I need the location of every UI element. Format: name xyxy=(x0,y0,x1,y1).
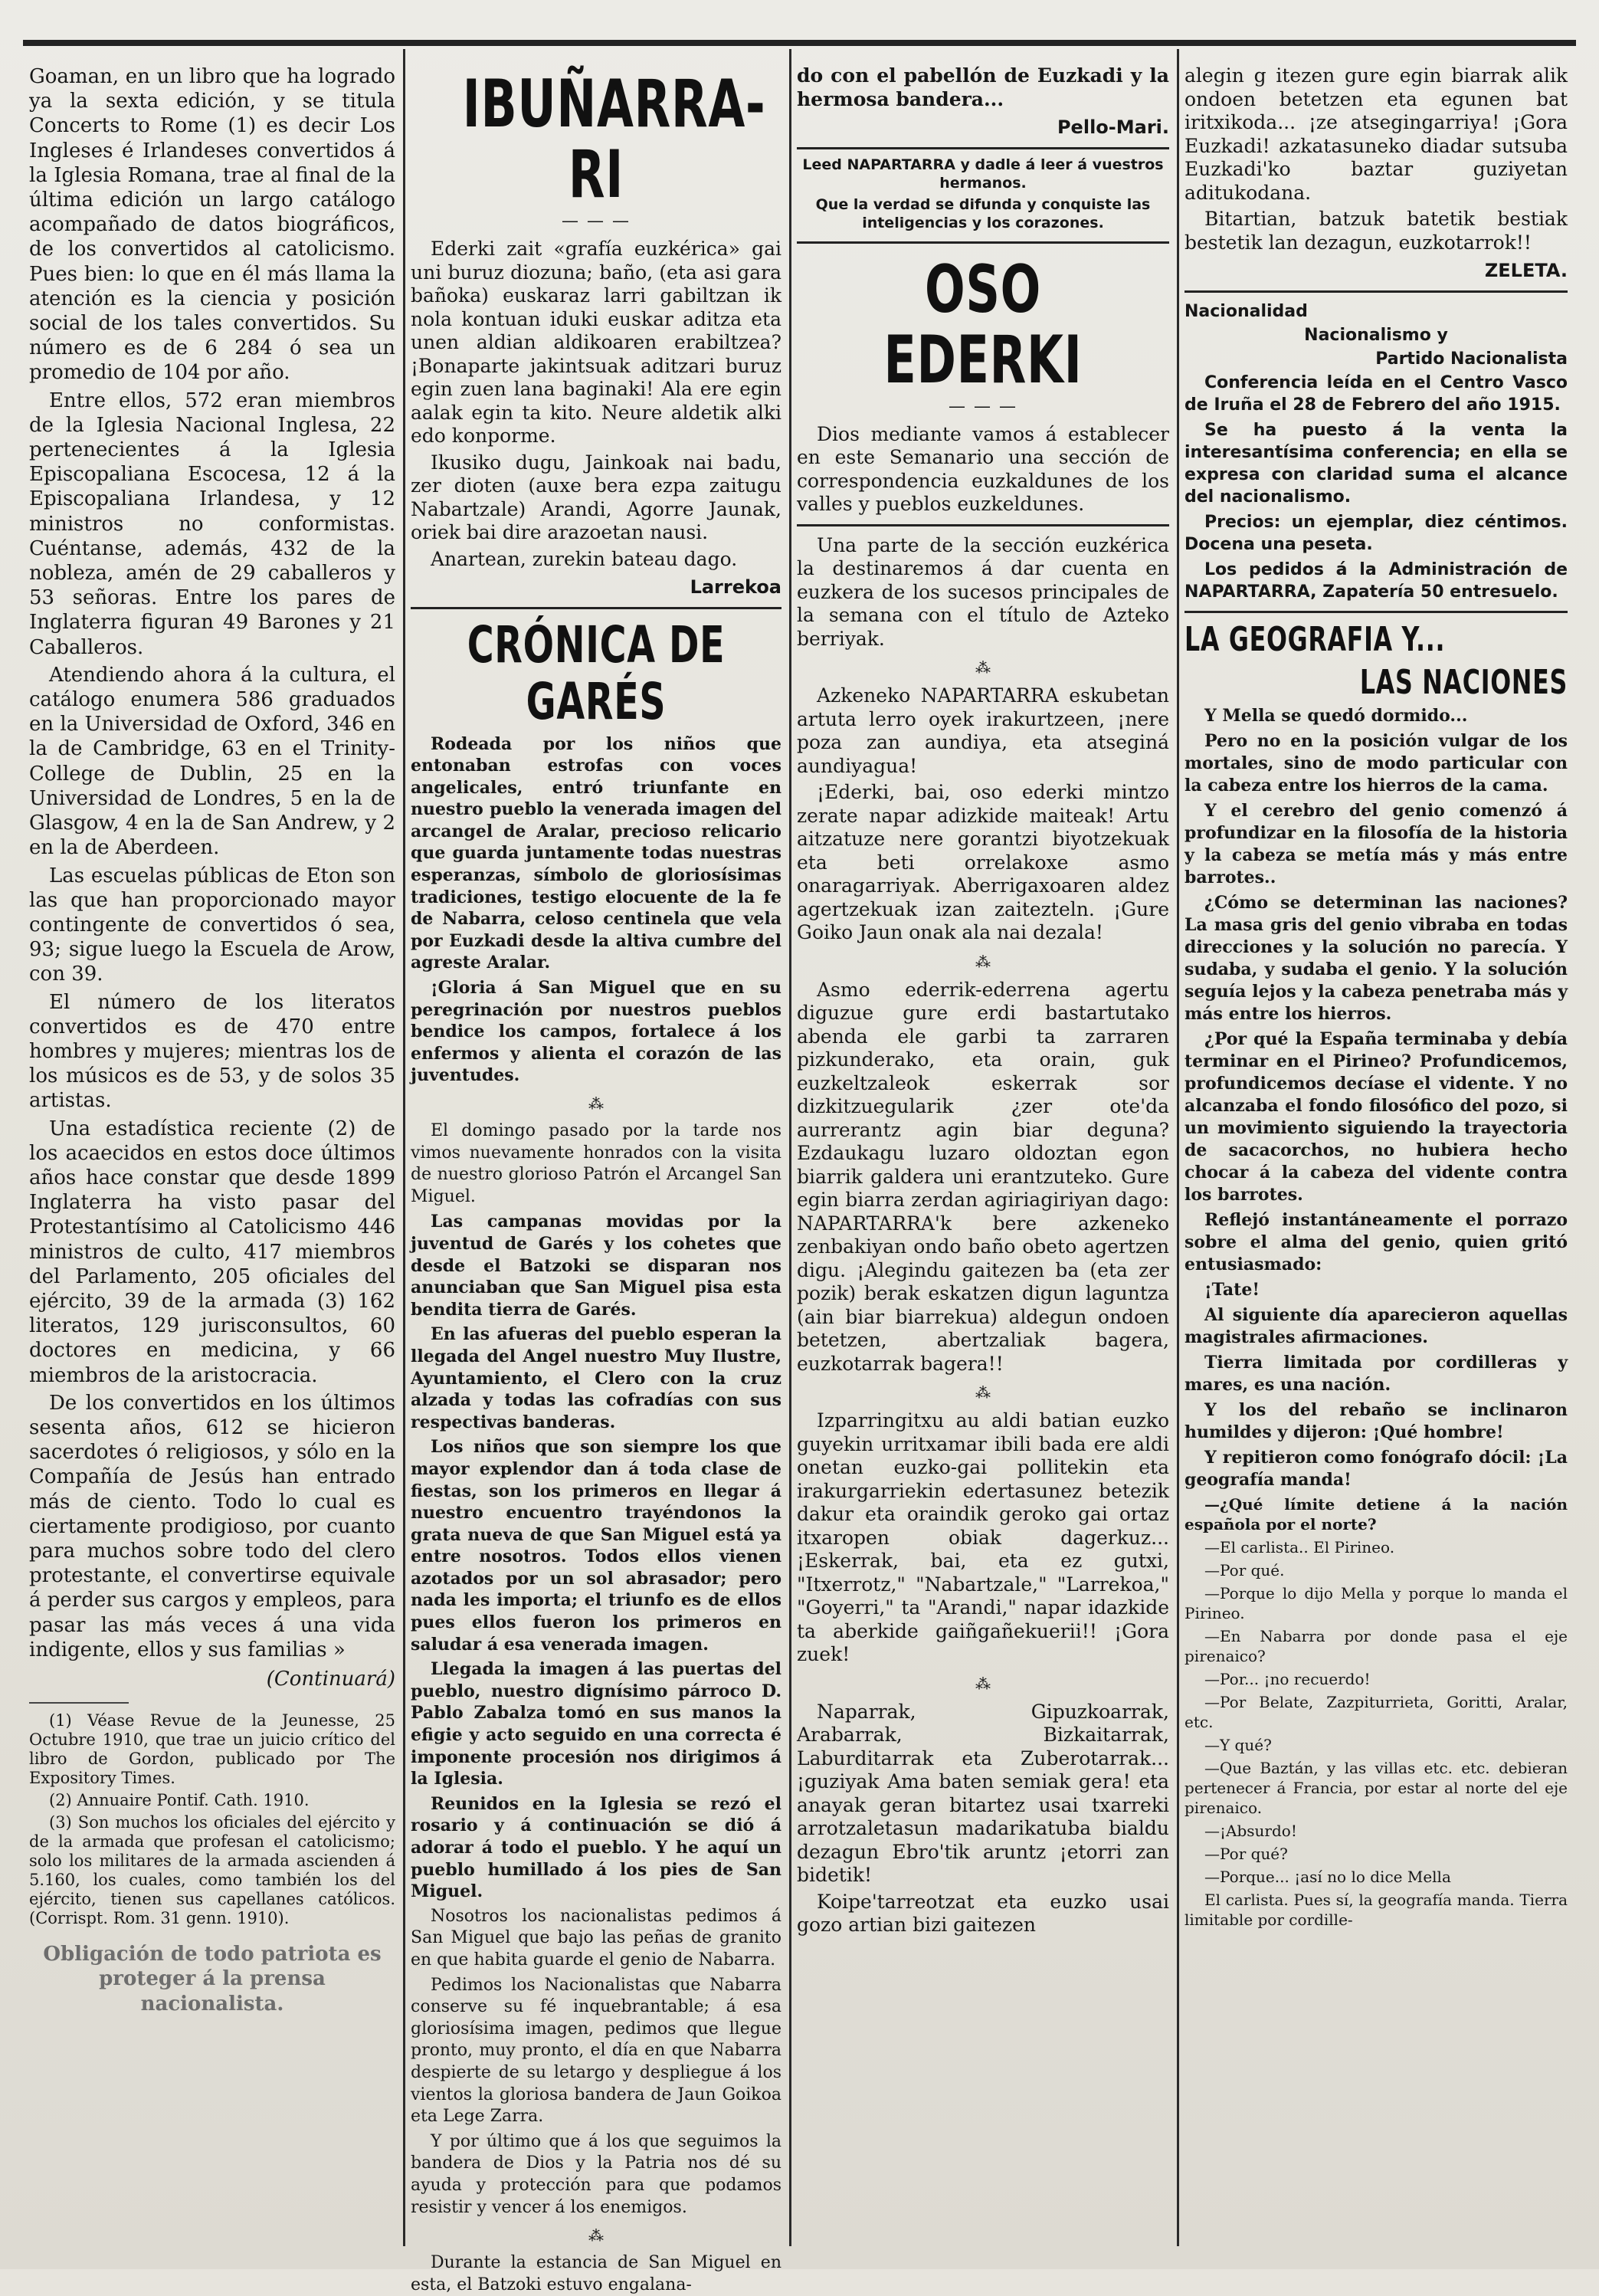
body-paragraph: Los niños que son siempre los que mayor explendor dan á toda clase de fiestas, son los primeros en llegar á nuestro encuentro trayéndonos la grata nueva de que San Miguel está ya entre nosotros. Todos ellos vienen azotados por un sol abrasador; pero nada les importa; el triunfo es de ellos pues ellos fueron los primeros en saludar á esa venerada imagen. xyxy=(411,1436,781,1655)
section-stars: ⁂ xyxy=(797,954,1169,969)
dialogue-line: —Por qué? xyxy=(1185,1844,1568,1864)
section-stars: ⁂ xyxy=(797,660,1169,675)
body-paragraph: Atendiendo ahora á la cultura, el catálogo enumera 586 graduados en la Universidad de Oxford, 346 en la de Cambridge, 63 en el Trinity-College de Dublin, 25 en la Universidad de Londres, 5 en la de Glasgow, 4 en la de San Andrew, y 2 en la de Aberdeen. xyxy=(29,663,395,861)
footnote-rule xyxy=(29,1702,129,1704)
column-3 xyxy=(797,64,1169,2239)
dialogue-line: —Por qué. xyxy=(1185,1560,1568,1580)
body-paragraph: Izparringitxu au aldi batian euzko guyekin urritxamar ibili bada ere aldi onetan euzko-gai pollitekin eta irakurgarriekin edertasunez betezik dakur eta oraindik geroko gai ortaz itxaropen obiak dagerkuz... ¡Eskerrak, bai, eta ez gutxi, "Itxerrotz," "Nabartzale," "Larrekoa," "Goyerri," ta "Arandi," napar idazkide ta aberkide gaiñgañekuerii!! ¡Gora zuek! xyxy=(797,1409,1169,1667)
body-paragraph: Durante la estancia de San Miguel en esta, el Batzoki estuvo engalana- xyxy=(411,2252,781,2296)
body-paragraph: Reunidos en la Iglesia se rezó el rosario y á continuación se dió á adorar á todo el pueblo. Y he aquí un pueblo humillado á los pies de San Miguel. xyxy=(411,1793,781,1903)
body-paragraph: Bitartian, batzuk batetik bestiak bestetik lan dezagun, euzkotarrok!! xyxy=(1185,208,1568,254)
body-paragraph: Pedimos los Nacionalistas que Nabarra conserve su fé inquebrantable; á esa gloriosísima imagen, pedimos que llegue pronto, muy pronto, el día en que Nabarra despierte de su letargo y despliegue á los vientos la gloriosa bandera de Jaun Goikoa eta Lege Zarra. xyxy=(411,1975,781,2128)
column-rule xyxy=(1177,49,1179,2246)
column-1 xyxy=(29,64,395,2239)
column-rule xyxy=(789,49,791,2246)
headline-naciones: LAS NACIONES xyxy=(1292,664,1568,702)
body-paragraph: alegin g itezen gure egin biarrak alik ondoen betetzen eta egunen bat iritxikoda... ¡ze atsegingarriya! ¡Gora Euzkadi! azkatasuneko diadar sutsuba Euzkadi'ko baztar guziyetan aditukodana. xyxy=(1185,64,1568,205)
section-stars: ⁂ xyxy=(797,1676,1169,1691)
title-dash: — — — xyxy=(797,399,1169,415)
dialogue-line: —Por Belate, Zazpiturrieta, Goritti, Aralar, etc. xyxy=(1185,1692,1568,1732)
body-paragraph: Nosotros los nacionalistas pedimos á San Miguel que bajo las peñas de granito en que habita guarde el genio de Nabarra. xyxy=(411,1906,781,1972)
section-stars: ⁂ xyxy=(411,1096,781,1111)
notice-line: Precios: un ejemplar, diez céntimos. Docena una peseta. xyxy=(1185,511,1568,556)
body-paragraph: ¿Cómo se determinan las naciones? La masa gris del genio vibraba en todas direcciones y la solución no parecía. Y sudaba, y sudaba el genio. Y la solución seguía lejos y la cabeza penetraba más y más entre los hierros. xyxy=(1185,892,1568,1025)
headline-cronica: CRÓNICA DE GARÉS xyxy=(463,617,729,730)
divider xyxy=(797,524,1169,526)
promo-line: Leed NAPARTARRA y dadle á leer á vuestros hermanos. xyxy=(800,156,1166,192)
body-paragraph: ¡Gloria á San Miguel que en su peregrinación por nuestros pueblos bendice los campos, fortalece á los enfermos y alienta el corazón de las juventudes. xyxy=(411,977,781,1087)
body-paragraph: Tierra limitada por cordilleras y mares, es una nación. xyxy=(1185,1352,1568,1396)
body-paragraph: Una estadística reciente (2) de los acaecidos en estos doce últimos años hace constar que desde 1899 Inglaterra ha visto pasar del Protestantísimo al Catolicismo 446 ministros de culto, 417 miembros del Parlamento, 205 oficiales del ejército, 39 de la armada (3) 162 literatos, 129 jurisconsultos, 60 doctores en medicina, y 66 miembros de la aristocracia. xyxy=(29,1117,395,1388)
top-rule xyxy=(23,40,1576,46)
signature: ZELETA. xyxy=(1185,259,1568,283)
dialogue-line: —El carlista.. El Pirineo. xyxy=(1185,1537,1568,1557)
subtitle: Nacionalidad xyxy=(1185,300,1568,323)
body-paragraph: Al siguiente día aparecieron aquellas magistrales afirmaciones. xyxy=(1185,1304,1568,1349)
body-paragraph: Pero no en la posición vulgar de los mortales, sino de modo particular con la cabeza entre los hierros de la cama. xyxy=(1185,730,1568,797)
dialogue-line: —¡Absurdo! xyxy=(1185,1821,1568,1841)
promo-line: Que la verdad se difunda y conquiste las inteligencias y los corazones. xyxy=(800,195,1166,232)
body-paragraph: Anartean, zurekin bateau dago. xyxy=(411,548,781,572)
body-paragraph: Koipe'tarreotzat eta euzko usai gozo artian bizi gaitezen xyxy=(797,1891,1169,1937)
body-paragraph: Reflejó instantáneamente el porrazo sobre el alma del genio, quien gritó entusiasmado: xyxy=(1185,1209,1568,1276)
body-paragraph: Llegada la imagen á las puertas del pueblo, nuestro dignísimo párroco D. Pablo Zabalza tomó en sus manos la efigie y acto seguido en una correcta é imponente procesión nos dirigimos á la Iglesia. xyxy=(411,1658,781,1790)
body-paragraph: ¡Tate! xyxy=(1185,1279,1568,1301)
cronica-article xyxy=(411,733,781,2296)
column-2 xyxy=(411,64,781,2239)
dialogue-line: El carlista. Pues sí, la geografía manda. Tierra limitable por cordille- xyxy=(1185,1890,1568,1930)
promo-box xyxy=(797,147,1169,244)
body-paragraph: Ederki zait «grafía euzkérica» gai uni buruz diozuna; baño, (eta asi gara bañoka) euskaraz larri gabiltzan ik nola kontuan iduki euskar aditza eta unen aldian aldikoaren erabiltzea? ¡Bonaparte jakintsuak aditzari buruz egin zuen lana baginaki! Ala ere egin aalak egin ta kito. Neure aldetik alki edo konporme. xyxy=(411,238,781,448)
headline-oso-ederki: OSO EDERKI xyxy=(849,254,1117,395)
body-paragraph: Y repitieron como fonógrafo dócil: ¡La geografía manda! xyxy=(1185,1447,1568,1491)
notice-line: Los pedidos á la Administración de NAPARTARRA, Zapatería 50 entresuelo. xyxy=(1185,559,1568,603)
notice-line: Se ha puesto á la venta la interesantísima conferencia; en ella se expresa con claridad suma el alcance del nacionalismo. xyxy=(1185,419,1568,508)
body-paragraph: Dios mediante vamos á establecer en este Semanario una sección de correspondencia euzkaldunes de los valles y pueblos euzkeldunes. xyxy=(797,423,1169,517)
dialogue-line: —Porque... ¡así no lo dice Mella xyxy=(1185,1867,1568,1887)
body-paragraph: ¡Ederki, bai, oso ederki mintzo zerate napar adizkide maiteak! Artu aitzatuze nere gorantzi biyotzekuak eta beti orrelakoxe asmo onaragarriyak. Aberrigaxoaren aldez agertzekuak izan zaitezteln. ¡Gure Goiko Jaun onak ala nai dezala! xyxy=(797,781,1169,945)
dialogue-line: —¿Qué límite detiene á la nación española por el norte? xyxy=(1185,1494,1568,1534)
body-paragraph: Las campanas movidas por la juventud de Garés y los cohetes que desde el Batzoki se disparan nos anunciaban que San Miguel pisa esta bendita tierra de Garés. xyxy=(411,1211,781,1320)
continued-note: (Continuará) xyxy=(29,1667,395,1691)
footnotes xyxy=(29,1711,395,1928)
signature: Pello-Mari. xyxy=(797,116,1169,139)
conference-notice xyxy=(1185,300,1568,603)
footer-slogan: Obligación de todo patriota es proteger á la prensa nacionalista. xyxy=(29,1942,395,2016)
body-paragraph: Entre ellos, 572 eran miembros de la Iglesia Nacional Inglesa, 22 pertenecientes á la Iglesia Episcopaliana Escocesa, 12 á la Episcopaliana Irlandesa, y 12 ministros no conformistas. Cuéntanse, además, 432 de la nobleza, amén de 29 caballeros y 53 señoras. Entre los pares de Inglaterra figuran 49 Barones y 21 Caballeros. xyxy=(29,389,395,660)
footnote: (2) Annuaire Pontif. Cath. 1910. xyxy=(29,1791,395,1810)
body-paragraph: De los convertidos en los últimos sesenta años, 612 se hicieron sacerdotes ó religiosos, y sólo en la Compañía de Jesús han entrado más de ciento. Todo lo cual es ciertamente prodigioso, por cuanto para muchos sobre todo del clero protestante, el convertirse equivale á perder sus cargos y empleos, para pasar las más veces á una vida indigente, ellos y sus familias » xyxy=(29,1391,395,1662)
geografia-article xyxy=(1185,705,1568,1491)
headline-geografia: LA GEOGRAFIA Y... xyxy=(1185,621,1460,659)
body-paragraph: El número de los literatos convertidos es de 470 entre hombres y mujeres; mientras los de los músicos es de 53, y de solos 35 artistas. xyxy=(29,990,395,1114)
section-stars: ⁂ xyxy=(411,2228,781,2243)
dialogue-line: —Por... ¡no recuerdo! xyxy=(1185,1669,1568,1689)
divider xyxy=(1185,290,1568,293)
divider xyxy=(1185,611,1568,613)
dialogue xyxy=(1185,1494,1568,1930)
dialogue-line: —Y qué? xyxy=(1185,1735,1568,1755)
body-paragraph: Las escuelas públicas de Eton son las que han proporcionado mayor contingente de convertidos ó sea, 93; sigue luego la Escuela de Arow, con 39. xyxy=(29,864,395,987)
body-paragraph: En las afueras del pueblo esperan la llegada del Angel nuestro Muy Ilustre, Ayuntamiento, el Clero con la cruz alzada y todas las cofradías con sus respectivas banderas. xyxy=(411,1323,781,1433)
title-dash: — — — xyxy=(411,213,781,230)
subtitle: Nacionalismo y xyxy=(1185,324,1568,346)
body-paragraph: ¿Por qué la España terminaba y debía terminar en el Pirineo? Profundicemos, profundicemos decíase el vidente. Y no alcanzaba el fondo filosófico del pozo, si un movimiento siguiendo la trayectoria de sacacorchos, no hubiera hecho chocar á la cabeza del vidente contra los barrotes. xyxy=(1185,1028,1568,1206)
notice-line: Conferencia leída en el Centro Vasco de Iruña el 28 de Febrero del año 1915. xyxy=(1185,372,1568,416)
section-stars: ⁂ xyxy=(797,1385,1169,1400)
body-paragraph: Y el cerebro del genio comenzó á profundizar en la filosofía de la historia y la cabeza se metía más y más entre barrotes.. xyxy=(1185,800,1568,889)
column-4 xyxy=(1185,64,1568,2239)
body-paragraph: Una parte de la sección euzkérica la destinaremos á dar cuenta en euzkera de los sucesos principales de la semana con el título de Azteko berriyak. xyxy=(797,534,1169,651)
footnote: (3) Son muchos los oficiales del ejército y de la armada que profesan el catolicismo; solo los militares de la armada ascienden á 5.160, los cuales, como también los del ejército, tienen sus capellanes católicos. (Corrispt. Rom. 31 genn. 1910). xyxy=(29,1813,395,1928)
body-paragraph: Naparrak, Gipuzkoarrak, Arabarrak, Bizkaitarrak, Laburditarrak eta Zuberotarrak... ¡guziyak Ama baten semiak gera! eta anayak geran bitartez usai txarreki arrotzaletasun madarikatuba bialdu dezagun Ebro'tik aruntz ¡etorri zan bidetik! xyxy=(797,1701,1169,1888)
body-paragraph: Y Mella se quedó dormido... xyxy=(1185,705,1568,727)
signature: Larrekoa xyxy=(411,576,781,599)
body-paragraph: Rodeada por los niños que entonaban estrofas con voces angelicales, entró triunfante en nuestro pueblo la venerada imagen del arcangel de Aralar, precioso relicario que guarda juntamente todas nuestras esperanzas, símbolo de gloriosísimas tradiciones, testigo elocuente de la fe de Nabarra, celoso centinela que vela por Euzkadi desde la altiva cumbre del agreste Aralar. xyxy=(411,733,781,975)
body-paragraph: Azkeneko NAPARTARRA eskubetan artuta lerro oyek irakurtzeen, ¡nere poza zan aundiya, eta atseginá aundiyagua! xyxy=(797,684,1169,778)
dialogue-line: —Porque lo dijo Mella y porque lo manda el Pirineo. xyxy=(1185,1583,1568,1623)
body-paragraph: Asmo ederrik-ederrena agertu diguzue gure erdi bastartutako abenda ele garbi ta zarraren pizkunderako, eta orain, guk euzkeltzaleok eskerrak sor dizkitzuegularik ¿zer ote'da aurrerantz agin biar deguna? Ezdaukagu luzaro oldoztan egon biarrik galdera uni erantzuteko. Gure egin biarra zerdan agiriagiriyan dago: NAPARTARRA'k bere azkeneko zenbakiyan ondo baño obeto agertzen digu. ¡Alegindu gaitezen ba (eta zer pozik) berak eskatzen digun laguntza (ain biar biarrekua) aldegun ondoen betetzen, abertzaliak bagera, euzkotarrak bagera!! xyxy=(797,979,1169,1376)
body-paragraph: Ikusiko dugu, Jainkoak nai badu, zer dioten (auxe bera ezpa zaitugu Nabartzale) Arandi, Agorre Jaunak, oriek bai dire arazoetan nausi. xyxy=(411,451,781,545)
body-paragraph: Y los del rebaño se inclinaron humildes y dijeron: ¡Qué hombre! xyxy=(1185,1399,1568,1444)
divider xyxy=(411,607,781,609)
body-paragraph: do con el pabellón de Euzkadi y la hermosa bandera... xyxy=(797,64,1169,111)
column-rule xyxy=(403,49,405,2246)
dialogue-line: —En Nabarra por donde pasa el eje pirenaico? xyxy=(1185,1626,1568,1666)
body-paragraph: El domingo pasado por la tarde nos vimos nuevamente honrados con la visita de nuestro glorioso Patrón el Arcangel San Miguel. xyxy=(411,1120,781,1208)
body-paragraph: Y por último que á los que seguimos la bandera de Dios y la Patria nos dé su ayuda y protección para que podamos resistir y vencer á los enemigos. xyxy=(411,2131,781,2219)
subtitle: Partido Nacionalista xyxy=(1185,348,1568,370)
dialogue-line: —Que Baztán, y las villas etc. etc. debieran pertenecer á Francia, por estar al norte del eje pirenaico. xyxy=(1185,1758,1568,1818)
headline-ibunarra: IBUÑARRA-RI xyxy=(463,69,729,210)
footnote: (1) Véase Revue de la Jeunesse, 25 Octubre 1910, que trae un juicio crítico del libro de Gordon, publicado por The Expository Times. xyxy=(29,1711,395,1788)
body-paragraph: Goaman, en un libro que ha logrado ya la sexta edición, y se titula Concerts to Rome (1) es decir Los Ingleses é Irlandeses convertidos á la Iglesia Romana, trae al final de la última edición un largo catálogo acompañado de datos biográficos, de los convertidos al catolicismo. Pues bien: lo que en él más llama la atención es la ciencia y posición social de los tales convertidos. Su número es de 6 284 ó sea un promedio de 104 por año. xyxy=(29,64,395,385)
